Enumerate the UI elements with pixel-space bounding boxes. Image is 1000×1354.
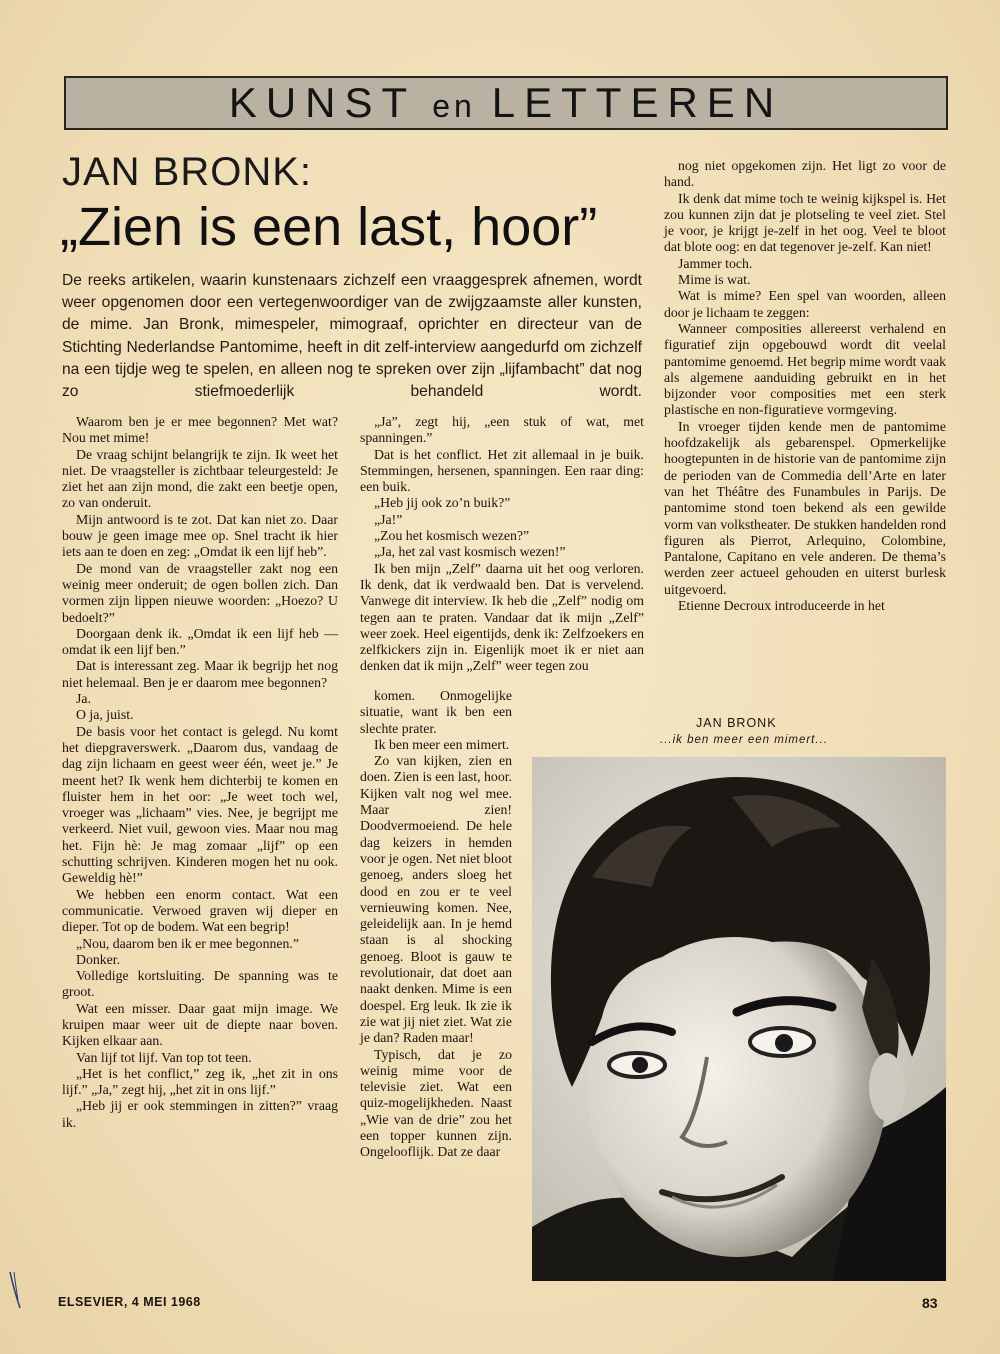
paragraph: „Het is het conflict,” zeg ik, „het zit in ons lijf.” „Ja,” zegt hij, „het zit in ons lijf.” [62, 1065, 338, 1098]
section-title-kunst: KUNST [228, 79, 417, 126]
paragraph: Ja. [76, 691, 91, 707]
paragraph: Van lijf tot lijf. Van top tot teen. [76, 1049, 252, 1065]
paragraph: Dat is het conflict. Het zit allemaal in je buik. Stemmingen, hersenen, spanningen. Een raar ding: een buik. [360, 446, 644, 495]
section-title-en: en [432, 88, 476, 124]
paragraph: Doorgaan denk ik. „Omdat ik een lijf heb — omdat ik een lijf ben.” [62, 625, 338, 658]
paragraph: nog niet opgekomen zijn. Het ligt zo voor de hand. [664, 158, 946, 190]
paragraph: Volledige kortsluiting. De spanning was te groot. [62, 968, 338, 1000]
paragraph: De basis voor het contact is gelegd. Nu komt het diepgraverswerk. „Daarom dus, vandaag de dag zijn lichaam en geest weer één, weet je.” Je meent het? Ik wenk hem dichterbij te komen en fluister hem in het oor: „Je weet toch wel, vroeger was „lichaam” vies. Nee, je begrijpt me verkeerd. Niet vuil, gewoon vies. Maar nou mag het. Fijn hè: Je mag zomaar „lijf” op een schutting schrijven. Kinderen mogen het nu ook. Geweldig hè!” [62, 723, 338, 886]
paragraph: In vroeger tijden kende men de pantomime hoofdzakelijk als gebarenspel. Opmerkelijke hoogtepunten in de historie van de pantomime zijn de perioden van de Commedia dell’Arte en later van het Théâtre des Funambules in Parijs. De pantomime stond toen bekend als een gewilde vorm van volkstheater. De stukken handelden rond figuren als Pierrot, Arlequino, Colombine, Pantalone, Capitano en vele anderen. De thema’s werden zeer actueel gehouden en uiterst burlesk uitgevoerd. [664, 418, 946, 597]
section-title-letteren: LETTEREN [491, 79, 784, 126]
body-column-2-narrow [360, 688, 512, 1161]
paragraph: Dat is interessant zeg. Maar ik begrijp het nog niet helemaal. Ben je er daarom mee begonnen? [62, 658, 338, 690]
paragraph: Wanneer composities allereerst verhalend en figuratief zijn opgebouwd wordt dit veelal pantomime genoemd. Het begrip mime wordt vaak als algemene aanduiding gebruikt en in het bijzonder voor composities met een sterk plastische en non-figuratieve vormgeving. [664, 320, 946, 418]
paragraph: „Nou, daarom ben ik er mee begonnen.” [76, 935, 299, 951]
section-title [229, 79, 783, 127]
paragraph: De mond van de vraagsteller zakt nog een weinig meer onderuit; de ogen bollen zich. Dan vormen zijn lippen nieuwe woorden: „Hoezo? U bedoelt?” [62, 560, 338, 625]
article-headline: „Zien is een last, hoor” [60, 197, 598, 257]
paragraph: We hebben een enorm contact. Wat een communicatie. Verwoed graven wij dieper en dieper. Tot op de bodem. Wat een begrip! [62, 886, 338, 935]
paragraph: Zo van kijken, zien en doen. Zien is een last, hoor. Kijken valt nog wel mee. Maar zien! Doodvermoeiend. De hele dag keizers in hemden voor je ogen. Net niet bloot genoeg, anders sloeg het dood en zou er te veel vernieuwing komen. Nee, geleidelijk aan. In je hemd staan is al shocking genoeg. Bloot is gauw te revolutionair, dat doet aan naakt denken. Mime is een doespel. Erg leuk. Ik zie ik zie wat jij niet ziet. Wat zie je dan? Raden maar! [360, 753, 512, 1046]
caption-name: JAN BRONK [696, 716, 777, 730]
paragraph: Ik denk dat mime toch te weinig kijkspel is. Het zou kunnen zijn dat je plotseling te veel ziet. Stel je voor, je krijgt je-zelf in het oog. Veel te bloot dat blote oog: en dat tegenover je-zelf. Kan niet! [664, 190, 946, 255]
paragraph: „Ja!” [374, 511, 403, 527]
paragraph: Jammer toch. [678, 255, 753, 271]
paragraph: komen. Onmogelijke situatie, want ik ben een slechte prater. [360, 688, 512, 736]
paragraph: Wat een misser. Daar gaat mijn image. We kruipen maar weer uit de diepte naar boven. Kijken elkaar aan. [62, 1000, 338, 1049]
paragraph: Ik ben meer een mimert. [374, 736, 510, 752]
paragraph: Etienne Decroux introduceerde in het [678, 598, 885, 614]
photo-caption [660, 716, 940, 746]
paragraph: „Ja”, zegt hij, „een stuk of wat, met spanningen.” [360, 414, 644, 446]
paragraph: Typisch, dat je zo weinig mime voor de televisie ziet. Wat een quiz-mogelijkheden. Naast „Wie van de drie” zou het een topper kunnen zijn. Ongelooflijk. Dat ze daar [360, 1046, 512, 1160]
paragraph: O ja, juist. [76, 707, 134, 723]
paragraph: Ik ben mijn „Zelf” daarna uit het oog verloren. Ik denk, dat ik verdwaald ben. Dat is vervelend. Vanwege dit interview. Ik heb die „Zelf” nodig om tegen aan te praten. Vandaar dat ik mijn „Zelf” weer zoek. Heel eigentijds, denk ik: Zelfzoekers en zelfkickers zijn in. Eigenlijk moet ik er niet aan denken dat ik mijn „Zelf” weer tegen zou [360, 560, 644, 674]
body-column-2 [360, 414, 644, 675]
paragraph: „Heb jij er ook stemmingen in zitten?” vraag ik. [62, 1098, 338, 1130]
paragraph: Mime is wat. [678, 272, 751, 288]
article-intro: De reeks artikelen, waarin kunstenaars zichzelf een vraaggesprek afnemen, wordt weer opgenomen door een vertegenwoordiger van de zwijgzaamste aller kunsten, de mime. Jan Bronk, mimespeler, mimograaf, oprichter en directeur van de Stichting Nederlandse Pantomime, heeft in dit zelf-interview aangedurfd om zichzelf na een tijdje weg te spelen, en alleen nog te spreken over zijn „lijfambacht” dat nog zo stiefmoederlijk behandeld wordt. [62, 272, 642, 401]
body-column-1 [62, 414, 338, 1131]
portrait-photo-icon [532, 757, 946, 1281]
body-column-3 [664, 158, 946, 614]
paragraph: Mijn antwoord is te zot. Dat kan niet zo. Daar bouw je geen image mee op. Snel tracht ik hier iets aan te doen en zeg: „Omdat ik een lijf heb”. [62, 511, 338, 560]
paragraph: „Zou het kosmisch wezen?” [374, 528, 530, 544]
paragraph: De vraag schijnt belangrijk te zijn. Ik weet het niet. De vraagsteller is zichtbaar teleurgesteld: Je ziet het aan zijn mond, die zakt een beetje open, zo van onderuit. [62, 446, 338, 511]
paragraph: „Ja, het zal vast kosmisch wezen!” [374, 544, 566, 560]
publication-footer: ELSEVIER, 4 MEI 1968 [58, 1295, 201, 1309]
paragraph: Waarom ben je er mee begonnen? Met wat? Nou met mime! [62, 414, 338, 446]
pen-mark-icon [6, 1270, 24, 1310]
page-number: 83 [922, 1295, 938, 1311]
paragraph: „Heb jij ook zo’n buik?” [374, 495, 511, 511]
paragraph: Wat is mime? Een spel van woorden, alleen door je lichaam te zeggen: [664, 288, 946, 320]
portrait-photo [532, 757, 946, 1281]
article-kicker: JAN BRONK: [62, 150, 313, 194]
paragraph: Donker. [76, 951, 121, 967]
caption-subtitle: ...ik ben meer een mimert... [660, 734, 828, 746]
section-banner [64, 76, 948, 130]
